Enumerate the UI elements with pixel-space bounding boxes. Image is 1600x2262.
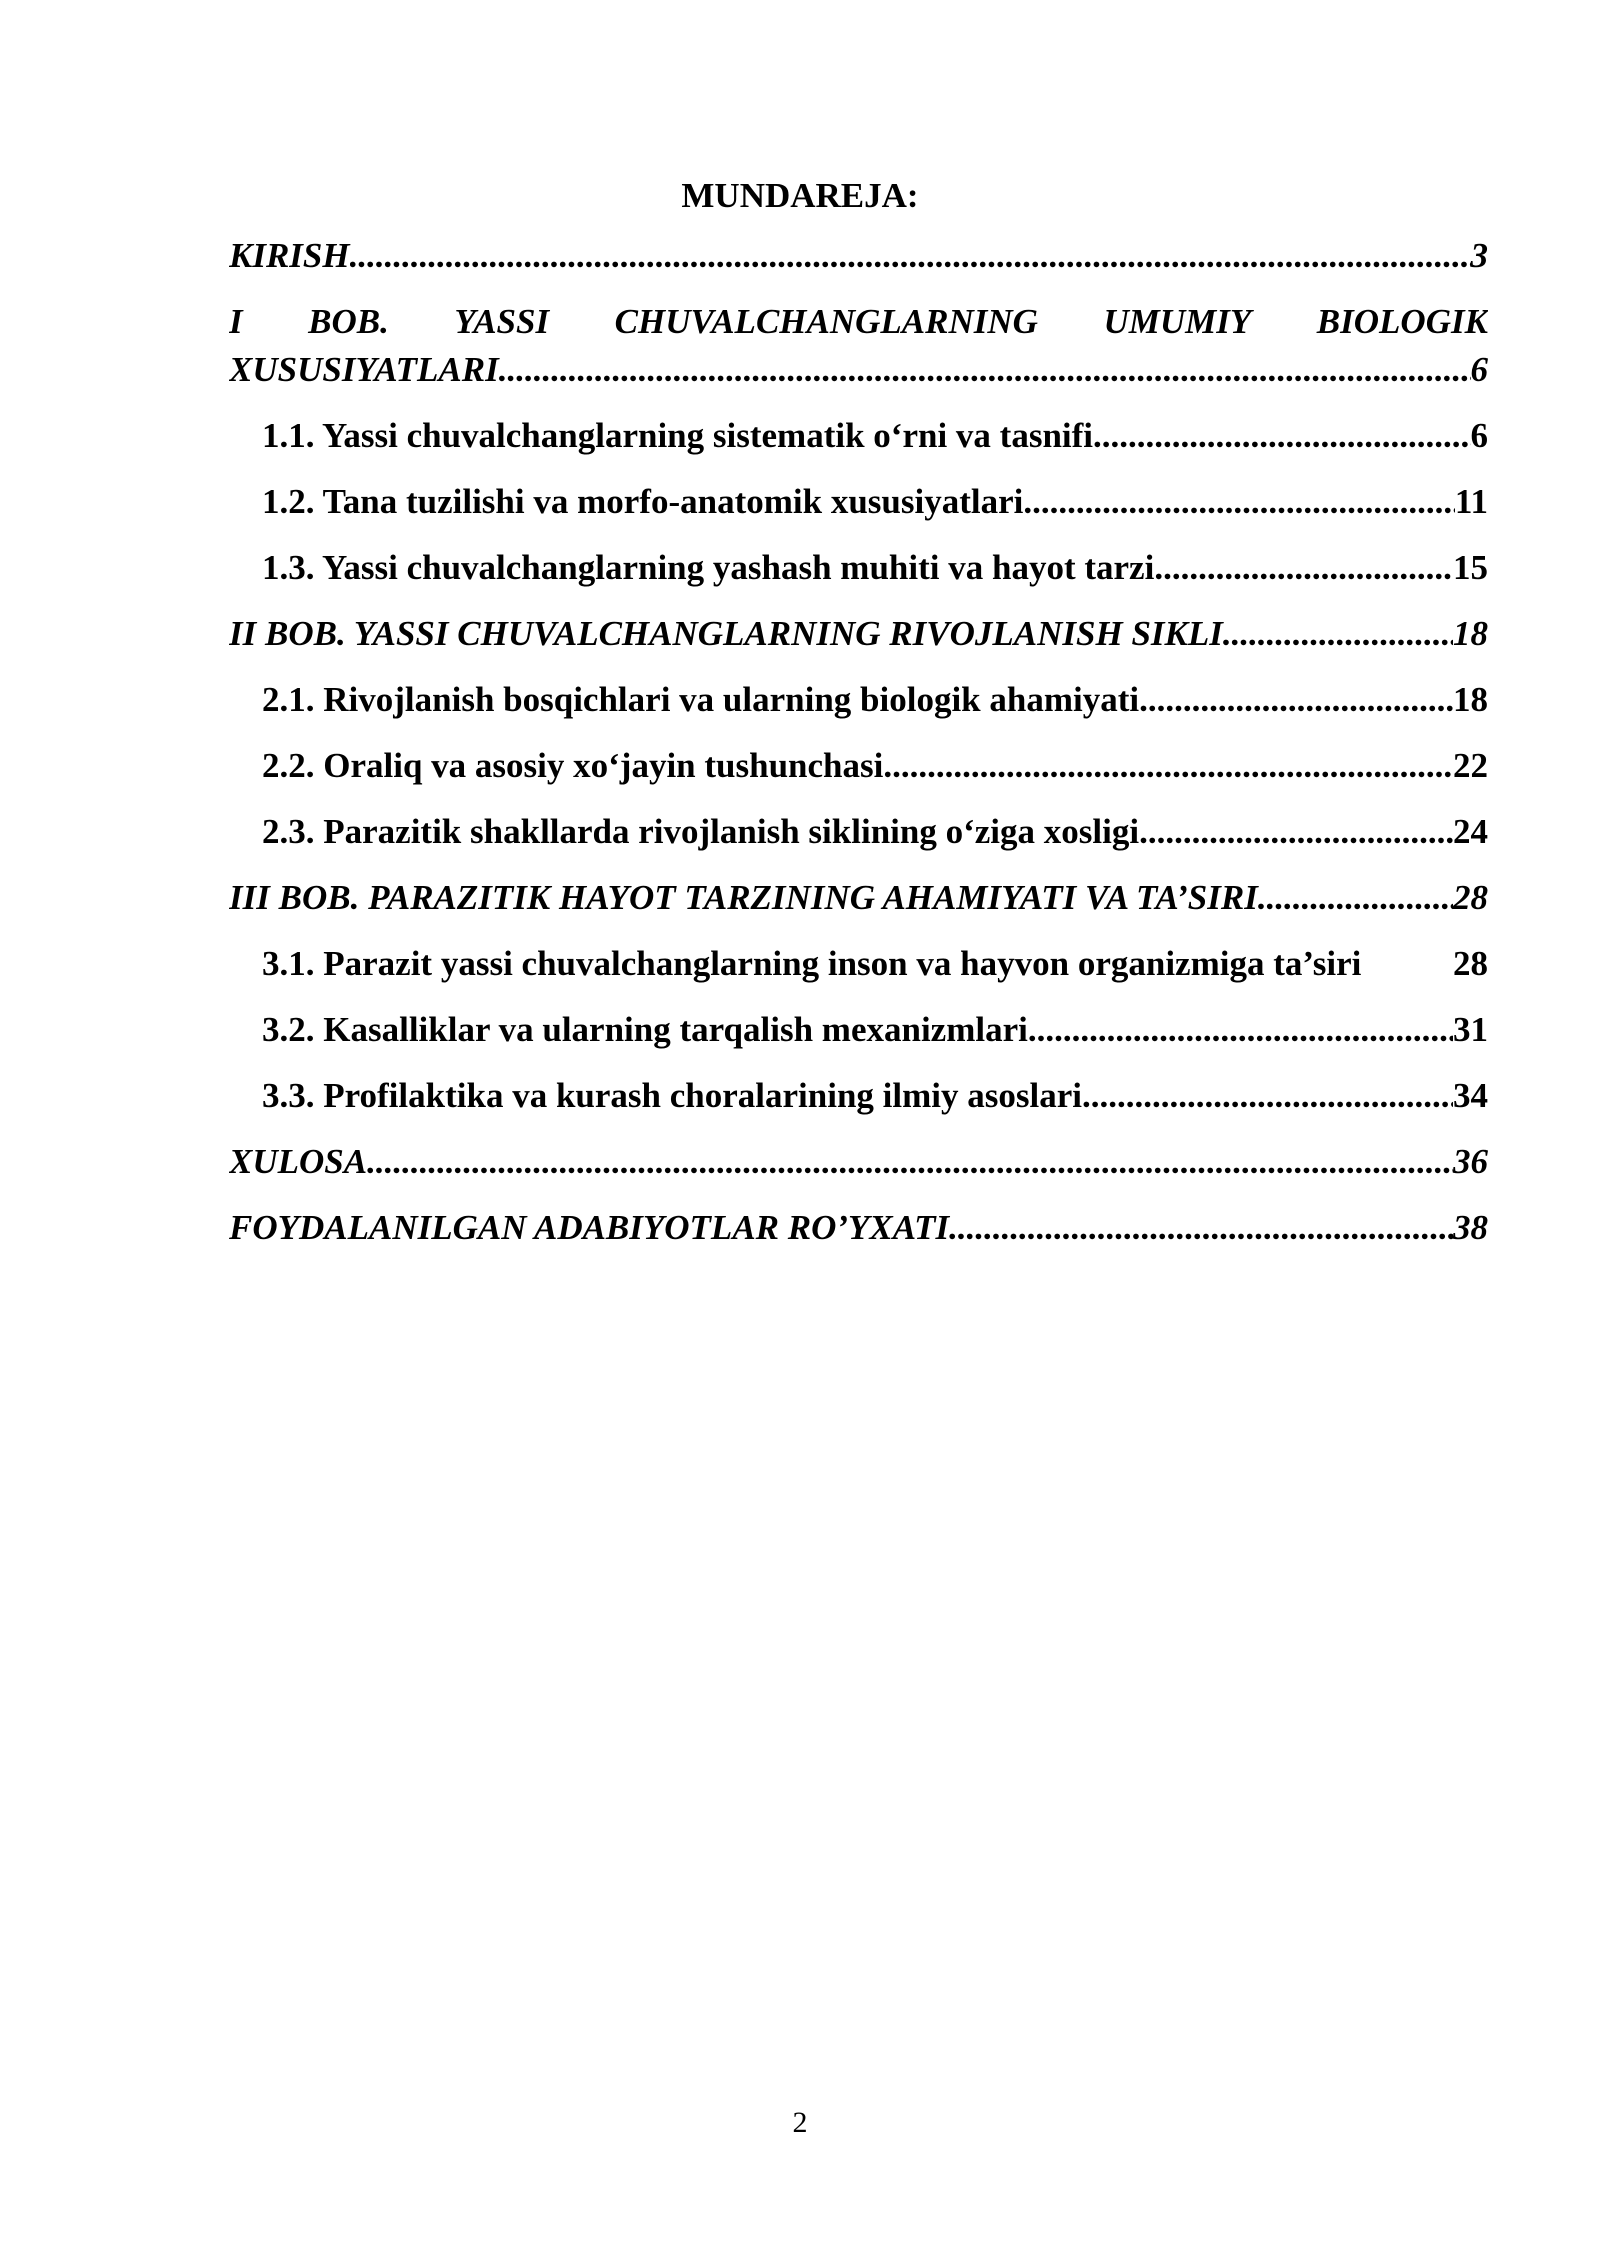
toc-entry-section-2-3[interactable]: [229, 808, 1488, 856]
dot-leader: [1028, 1006, 1453, 1054]
toc-entry-page: 31: [1453, 1010, 1488, 1049]
dot-leader: [1082, 1072, 1453, 1120]
toc-entry-label: II BOB. YASSI CHUVALCHANGLARNING RIVOJLANISH SIKLI: [229, 614, 1223, 653]
toc-word: BIOLOGIK: [1316, 302, 1488, 341]
toc-entry-page: 34: [1453, 1076, 1488, 1115]
toc-entry-label: 3.1. Parazit yassi chuvalchanglarning inson va hayvon organizmiga ta’siri: [262, 944, 1362, 983]
page-title: MUNDAREJA:: [681, 176, 919, 215]
toc-entry-kirish[interactable]: [229, 232, 1488, 280]
toc-word: CHUVALCHANGLARNING: [614, 302, 1038, 341]
toc-entry-page: 38: [1453, 1208, 1488, 1247]
toc-entry-label: 1.1. Yassi chuvalchanglarning sistematik o‘rni va tasnifi: [262, 416, 1094, 455]
toc-entry-label: III BOB. PARAZITIK HAYOT TARZINING AHAMIYATI VA TA’SIRI: [229, 878, 1258, 917]
toc-entry-section-3-3[interactable]: [229, 1072, 1488, 1120]
toc-entry-chapter-2[interactable]: [229, 610, 1488, 658]
toc-entry-section-2-1[interactable]: [229, 676, 1488, 724]
toc-entry-label: 2.1. Rivojlanish bosqichlari va ularning biologik ahamiyati: [262, 680, 1140, 719]
toc-entry-xulosa[interactable]: [229, 1138, 1488, 1186]
dot-leader: [1139, 676, 1453, 724]
toc-entry-label: FOYDALANILGAN ADABIYOTLAR RO’YXATI: [229, 1208, 950, 1247]
toc-entry-section-1-2[interactable]: [229, 478, 1488, 526]
toc-entry-page: 15: [1453, 548, 1488, 587]
toc-word: BOB.: [308, 302, 389, 341]
toc-word: UMUMIY: [1103, 302, 1252, 341]
toc-entry-page: 22: [1453, 746, 1488, 785]
toc-entry-section-3-2[interactable]: [229, 1006, 1488, 1054]
toc-entry-label: 2.3. Parazitik shakllarda rivojlanish siklining o‘ziga xosligi: [262, 812, 1140, 851]
toc-entry-chapter-1[interactable]: [229, 298, 1488, 394]
toc-entry-page: 18: [1453, 614, 1488, 653]
toc-entry-section-2-2[interactable]: [229, 742, 1488, 790]
toc-entry-page: 28: [1453, 878, 1488, 917]
page-number: 2: [792, 2106, 808, 2139]
toc-entry-section-1-1[interactable]: [229, 412, 1488, 460]
dot-leader: [499, 346, 1471, 394]
toc-entry-label-line2: XUSUSIYATLARI: [229, 350, 499, 389]
dot-leader: [1223, 610, 1453, 658]
dot-leader: [1023, 478, 1455, 526]
toc-entry-label: 2.2. Oraliq va asosiy xo‘jayin tushunchasi: [262, 746, 884, 785]
toc-entry-adabiyotlar[interactable]: [229, 1204, 1488, 1252]
dot-leader: [1093, 412, 1470, 460]
toc-entry-page: 18: [1453, 680, 1488, 719]
dot-leader: [949, 1204, 1453, 1252]
dot-leader: [367, 1138, 1453, 1186]
toc-entry-page: 24: [1453, 812, 1488, 851]
toc-entry-label: 3.2. Kasalliklar va ularning tarqalish mexanizmlari: [262, 1010, 1028, 1049]
toc-entry-label: 3.3. Profilaktika va kurash choralarining ilmiy asoslari: [262, 1076, 1082, 1115]
toc-entry-page: 6: [1470, 350, 1488, 389]
toc-entry-page: 36: [1453, 1142, 1488, 1181]
toc-entry-label: 1.3. Yassi chuvalchanglarning yashash muhiti va hayot tarzi: [262, 548, 1155, 587]
toc-entry-label-line1: [229, 298, 1488, 346]
toc-entry-section-1-3[interactable]: [229, 544, 1488, 592]
toc-entry-chapter-3[interactable]: [229, 874, 1488, 922]
toc-entry-page: 28: [1453, 944, 1488, 983]
toc-entry-section-3-1[interactable]: [229, 940, 1488, 988]
dot-leader: [1154, 544, 1453, 592]
toc-entry-label: XULOSA: [229, 1142, 368, 1181]
table-of-contents: [229, 232, 1488, 1270]
dot-leader: [883, 742, 1453, 790]
toc-entry-label: KIRISH: [229, 236, 350, 275]
toc-word: YASSI: [454, 302, 550, 341]
toc-entry-label: 1.2. Tana tuzilishi va morfo-anatomik xususiyatlari: [262, 482, 1024, 521]
dot-leader: [350, 232, 1471, 280]
toc-entry-page: 6: [1470, 416, 1488, 455]
dot-leader: [1139, 808, 1453, 856]
dot-leader: [1258, 874, 1453, 922]
toc-word: I: [229, 302, 243, 341]
toc-entry-page: 3: [1470, 236, 1488, 275]
toc-entry-page: 11: [1454, 482, 1488, 521]
